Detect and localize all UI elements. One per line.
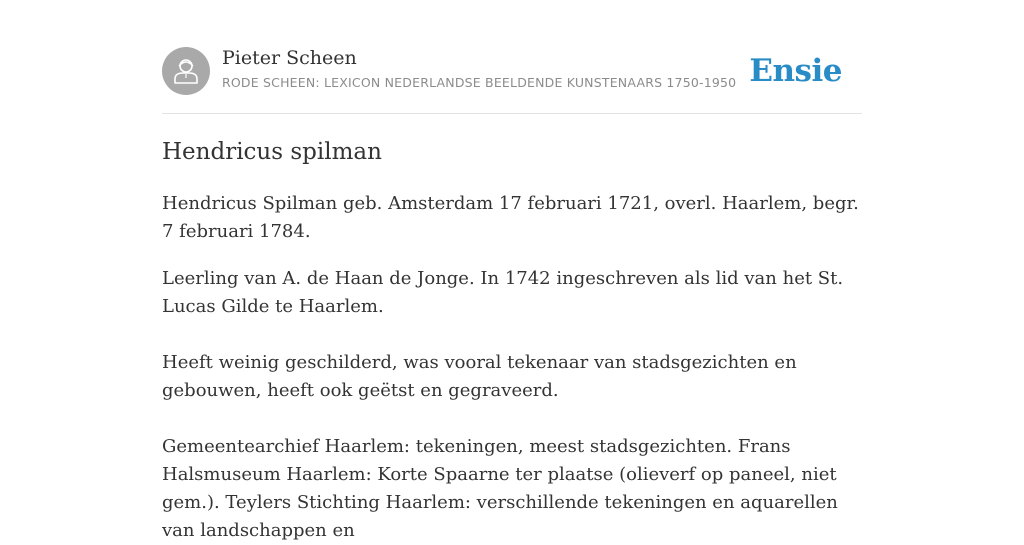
source-label[interactable]: RODE SCHEEN: LEXICON NEDERLANDSE BEELDENDE KUNSTENAARS 1750-1950 [222, 75, 737, 90]
author-name[interactable]: Pieter Scheen [222, 47, 357, 69]
paragraph-training: Leerling van A. de Haan de Jonge. In 1742 ingeschreven als lid van het St. Lucas Gilde te Haarlem. [162, 268, 844, 317]
paragraph-work: Heeft weinig geschilderd, was vooral tekenaar van stadsgezichten en gebouwen, heeft ook geëtst en gegraveerd. [162, 352, 797, 401]
article-body [162, 190, 862, 545]
paragraph-collections: Gemeentearchief Haarlem: tekeningen, meest stadsgezichten. Frans Halsmuseum Haarlem: Korte Spaarne ter plaatse (olieverf op paneel, niet gem.). Teylers Stichting Haarlem: verschillende tekeningen en aquarellen van landschappen en [162, 436, 838, 541]
page-title: Hendricus spilman [162, 139, 382, 165]
user-placeholder-icon [162, 47, 210, 95]
article-header [162, 46, 862, 114]
paragraph-birth-death: Hendricus Spilman geb. Amsterdam 17 februari 1721, overl. Haarlem, begr. 7 februari 1784. [162, 193, 859, 242]
avatar[interactable] [162, 47, 210, 95]
ensie-logo[interactable]: Ensie [749, 53, 842, 89]
